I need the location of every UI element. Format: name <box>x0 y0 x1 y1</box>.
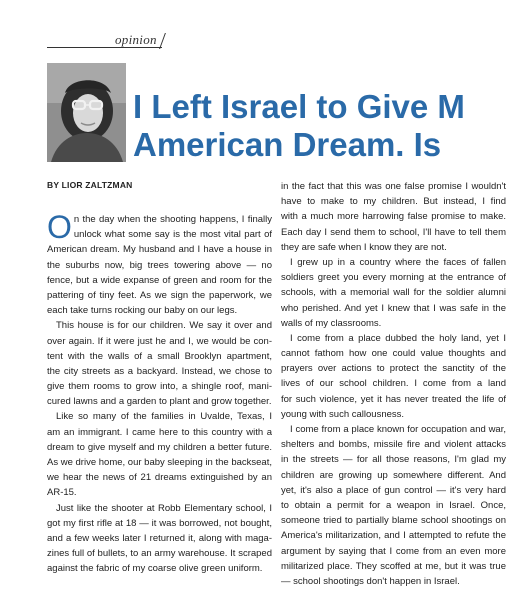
body-text-line: unlock what some say is the most vital part of <box>73 229 272 241</box>
body-text-line: walls of my classrooms. <box>281 317 382 329</box>
headline-line-2: American Dream. Is <box>133 126 442 163</box>
body-text-line: As we drive home, our baby sleeping in the backseat, <box>47 457 272 469</box>
body-text-line: yet, it's also a place of gun control — it's very hard <box>281 484 506 496</box>
body-text-line: who perished. And yet I knew that I was safe in the <box>281 302 506 314</box>
body-text-line: cannot fathom how one could value thoughts and <box>281 348 506 360</box>
left-column <box>47 209 272 577</box>
body-text-line: got my first rifle at 18 — it was borrowed, not bought, <box>47 517 272 529</box>
body-text-line: children are growing up somewhere different. And <box>281 469 506 481</box>
body-text-line: prayers over actions to protect the sanctity of the <box>281 363 506 375</box>
body-text-line: cured lawns and a garden to plant and grow together. <box>47 396 272 408</box>
body-text-line: — school shootings don't happen in Israel. <box>281 575 460 587</box>
body-text-line: Just like the shooter at Robb Elementary school, I <box>56 502 272 514</box>
body-text-line: AR-15. <box>47 487 77 499</box>
body-text-line: lives of our school children. I come from a land <box>281 378 506 390</box>
body-text-line: each take turns rocking our baby on our legs. <box>47 305 238 317</box>
body-text-line: in the streets — for all those reasons, I'm glad my <box>281 454 506 466</box>
body-text-line: someone tried to partially blame school shootings on <box>281 515 506 527</box>
body-text-line: n the day when the shooting happens, I finally <box>73 214 272 225</box>
section-slash <box>159 33 166 49</box>
body-text-line: the suburbs now, big trees towering above — no <box>47 259 272 271</box>
body-text-line: for such violence, yet it has never treated the life of <box>281 393 506 405</box>
byline: BY LIOR ZALTZMAN <box>47 180 133 190</box>
body-text-line: over again. If it were just he and I, we would be con- <box>47 335 272 347</box>
headline-line-1: I Left Israel to Give M <box>133 88 465 125</box>
author-photo-illustration <box>47 63 126 162</box>
body-text-line: Each day I send them to school, I'll have to tell them <box>281 226 506 238</box>
body-text-line: young with such callousness. <box>281 408 405 420</box>
body-text-line: give them rooms to grow into, a shingle roof, mani- <box>47 381 272 393</box>
body-text-line: and a few weeks later I returned it, along with maga- <box>47 532 272 544</box>
body-text-line: I come from a place dubbed the holy land, yet I <box>290 332 506 344</box>
body-text-line: against the fabric of my coarse olive green uniform. <box>47 563 263 575</box>
body-text-line: America's militarization, and I attempted to refute the <box>281 530 506 542</box>
body-text-line: with a much more harrowing false promise to make. <box>281 211 506 223</box>
body-text-line: the city streets as a backyard. Instead, we chose to <box>47 365 272 377</box>
body-text-line: dream to give myself and my children a better future. <box>47 441 272 453</box>
body-text-line: to obtain a permit for a weapon in Israel. Once, <box>281 499 506 511</box>
author-photo <box>47 63 126 162</box>
right-column <box>281 179 506 589</box>
body-text-line: we hear the news of 21 dreams extinguished by an <box>47 472 272 484</box>
body-text-line: in the fact that this was one false promise I wouldn't <box>281 181 506 192</box>
body-text-line: I grew up in a country where the faces of fallen <box>290 256 506 268</box>
body-text-line: I come from a place known for occupation and war, <box>290 424 506 436</box>
body-text-line: argument by saying that I come from an even more <box>281 545 506 557</box>
body-text-line: am an immigrant. I came here to this country with a <box>47 426 272 438</box>
body-text-line: they are safe when I know they are not. <box>281 241 447 253</box>
section-label: opinion <box>115 32 157 47</box>
body-text-line: fence, but a wide expanse of green and room for the <box>47 274 272 286</box>
body-text-line: American dream. My husband and I have a house in <box>47 244 272 256</box>
body-text-line: tent with the walls of a small Brooklyn apartment, <box>47 350 272 362</box>
body-text-line: have to make to my children. But instead, I find <box>281 196 506 208</box>
body-text-line: Like so many of the families in Uvalde, Texas, I <box>56 411 272 423</box>
body-text-line: shelters and bombs, missile fire and violent attacks <box>281 439 506 451</box>
body-text-line: pattering of tiny feet. As we sign the paperwork, we <box>47 289 272 301</box>
body-text-line: zines full of bullets, to an army warehouse. It scraped <box>47 548 272 560</box>
body-text-line: militarized place. They scoffed at me, but it was true <box>281 560 506 572</box>
dropcap: O <box>47 209 72 245</box>
headline <box>133 88 512 164</box>
body-text-line: This house is for our children. We say it over and <box>56 320 272 332</box>
body-text-line: schools, with a memorial wall for the soldier alumni <box>281 287 506 299</box>
body-text-line: soldiers greet you every morning at the entrance of <box>281 272 506 284</box>
